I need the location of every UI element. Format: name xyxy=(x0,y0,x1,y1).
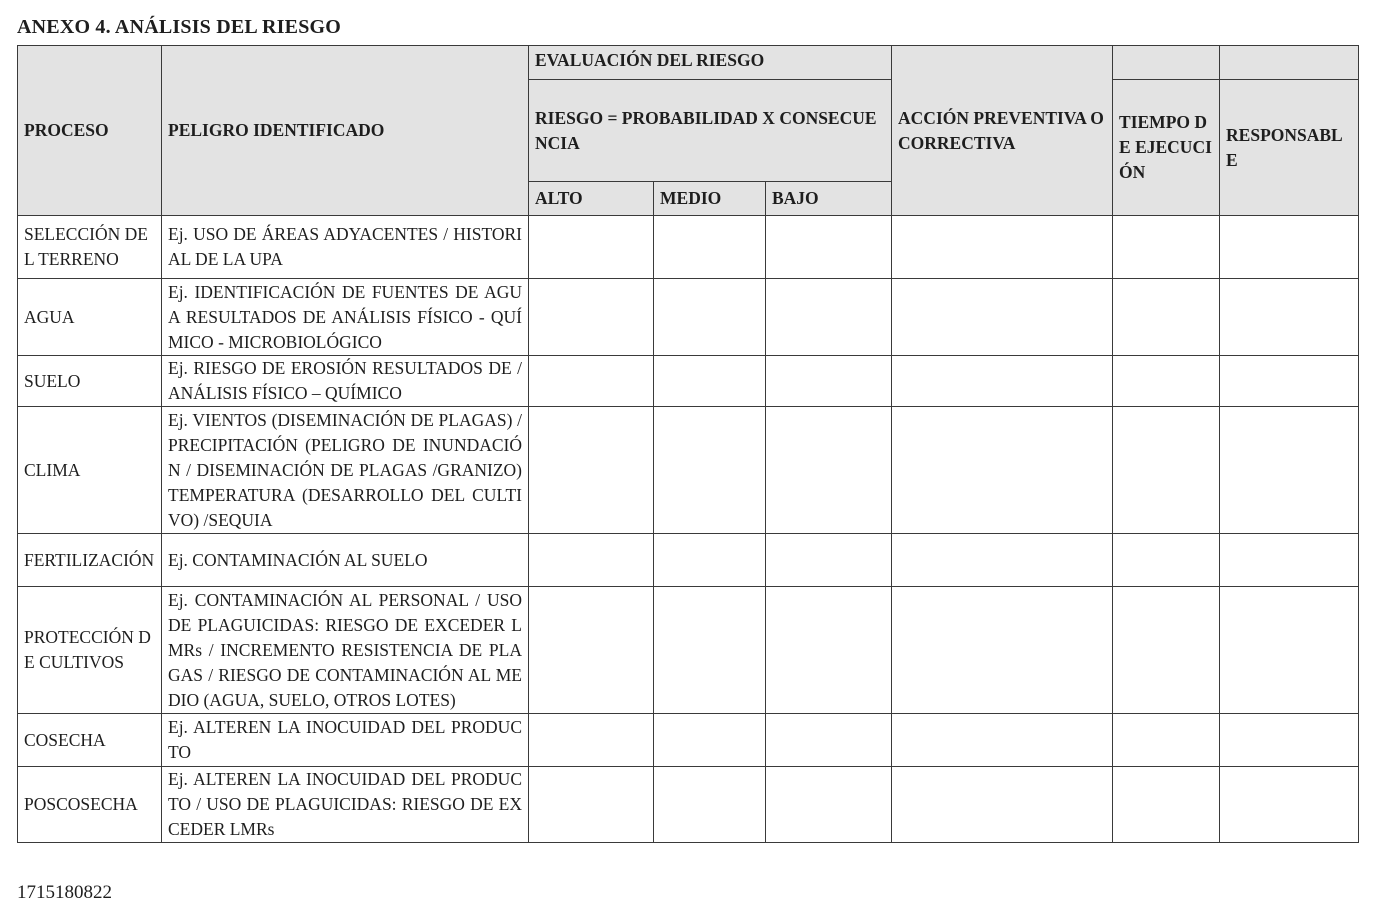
responsable-cell[interactable] xyxy=(1220,279,1359,356)
tiempo-cell[interactable] xyxy=(1113,714,1220,767)
hazard-cell: Ej. CONTAMINACIÓN AL PERSONAL / USO DE PLAGUICIDAS: RIESGO DE EXCEDER LMRs / INCREMENTO RESISTENCIA DE PLAGAS / RIESGO DE CONTAMINACIÓN AL MEDIO (AGUA, SUELO, OTROS LOTES) xyxy=(162,587,529,714)
accion-cell[interactable] xyxy=(892,534,1113,587)
header-responsable-spacer xyxy=(1220,46,1359,80)
tiempo-cell[interactable] xyxy=(1113,587,1220,714)
bajo-cell[interactable] xyxy=(766,279,892,356)
header-accion: ACCIÓN PREVENTIVA O CORRECTIVA xyxy=(892,46,1113,216)
table-row xyxy=(18,534,1359,587)
responsable-cell[interactable] xyxy=(1220,714,1359,767)
alto-cell[interactable] xyxy=(529,534,654,587)
hazard-cell: Ej. IDENTIFICACIÓN DE FUENTES DE AGUA RESULTADOS DE ANÁLISIS FÍSICO - QUÍMICO - MICROBIOLÓGICO xyxy=(162,279,529,356)
process-cell: PROTECCIÓN DE CULTIVOS xyxy=(18,587,162,714)
header-responsable: RESPONSABLE xyxy=(1220,80,1359,216)
header-bajo: BAJO xyxy=(766,182,892,216)
table-row xyxy=(18,216,1359,279)
hazard-cell: Ej. ALTEREN LA INOCUIDAD DEL PRODUCTO xyxy=(162,714,529,767)
bajo-cell[interactable] xyxy=(766,216,892,279)
medio-cell[interactable] xyxy=(654,356,766,407)
responsable-cell[interactable] xyxy=(1220,534,1359,587)
accion-cell[interactable] xyxy=(892,767,1113,843)
alto-cell[interactable] xyxy=(529,767,654,843)
accion-cell[interactable] xyxy=(892,714,1113,767)
document-code: 1715180822 xyxy=(17,882,112,903)
bajo-cell[interactable] xyxy=(766,356,892,407)
tiempo-cell[interactable] xyxy=(1113,534,1220,587)
tiempo-cell[interactable] xyxy=(1113,279,1220,356)
responsable-cell[interactable] xyxy=(1220,767,1359,843)
alto-cell[interactable] xyxy=(529,407,654,534)
medio-cell[interactable] xyxy=(654,767,766,843)
process-cell: FERTILIZACIÓN xyxy=(18,534,162,587)
header-alto: ALTO xyxy=(529,182,654,216)
header-tiempo-spacer xyxy=(1113,46,1220,80)
page-title: ANEXO 4. ANÁLISIS DEL RIESGO xyxy=(17,16,342,38)
table-row xyxy=(18,356,1359,407)
bajo-cell[interactable] xyxy=(766,587,892,714)
table-row xyxy=(18,587,1359,714)
header-proceso: PROCESO xyxy=(18,46,162,216)
medio-cell[interactable] xyxy=(654,714,766,767)
table-row xyxy=(18,279,1359,356)
header-tiempo: TIEMPO DE EJECUCIÓN xyxy=(1113,80,1220,216)
alto-cell[interactable] xyxy=(529,279,654,356)
process-cell: SUELO xyxy=(18,356,162,407)
tiempo-cell[interactable] xyxy=(1113,356,1220,407)
tiempo-cell[interactable] xyxy=(1113,216,1220,279)
bajo-cell[interactable] xyxy=(766,534,892,587)
medio-cell[interactable] xyxy=(654,587,766,714)
process-cell: SELECCIÓN DEL TERRENO xyxy=(18,216,162,279)
responsable-cell[interactable] xyxy=(1220,216,1359,279)
alto-cell[interactable] xyxy=(529,587,654,714)
process-cell: AGUA xyxy=(18,279,162,356)
accion-cell[interactable] xyxy=(892,356,1113,407)
risk-analysis-table xyxy=(17,45,1359,843)
hazard-cell: Ej. VIENTOS (DISEMINACIÓN DE PLAGAS) / PRECIPITACIÓN (PELIGRO DE INUNDACIÓN / DISEMINACIÓN DE PLAGAS /GRANIZO) TEMPERATURA (DESARROLLO DEL CULTIVO) /SEQUIA xyxy=(162,407,529,534)
responsable-cell[interactable] xyxy=(1220,356,1359,407)
header-peligro: PELIGRO IDENTIFICADO xyxy=(162,46,529,216)
process-cell: POSCOSECHA xyxy=(18,767,162,843)
accion-cell[interactable] xyxy=(892,587,1113,714)
accion-cell[interactable] xyxy=(892,407,1113,534)
alto-cell[interactable] xyxy=(529,714,654,767)
medio-cell[interactable] xyxy=(654,534,766,587)
tiempo-cell[interactable] xyxy=(1113,767,1220,843)
process-cell: CLIMA xyxy=(18,407,162,534)
alto-cell[interactable] xyxy=(529,216,654,279)
hazard-cell: Ej. CONTAMINACIÓN AL SUELO xyxy=(162,534,529,587)
bajo-cell[interactable] xyxy=(766,714,892,767)
medio-cell[interactable] xyxy=(654,216,766,279)
responsable-cell[interactable] xyxy=(1220,407,1359,534)
medio-cell[interactable] xyxy=(654,407,766,534)
hazard-cell: Ej. USO DE ÁREAS ADYACENTES / HISTORIAL DE LA UPA xyxy=(162,216,529,279)
header-medio: MEDIO xyxy=(654,182,766,216)
hazard-cell: Ej. RIESGO DE EROSIÓN RESULTADOS DE /ANÁLISIS FÍSICO – QUÍMICO xyxy=(162,356,529,407)
hazard-cell: Ej. ALTEREN LA INOCUIDAD DEL PRODUCTO / USO DE PLAGUICIDAS: RIESGO DE EXCEDER LMRs xyxy=(162,767,529,843)
table-row xyxy=(18,714,1359,767)
table-row xyxy=(18,767,1359,843)
alto-cell[interactable] xyxy=(529,356,654,407)
table-row xyxy=(18,407,1359,534)
medio-cell[interactable] xyxy=(654,279,766,356)
accion-cell[interactable] xyxy=(892,216,1113,279)
responsable-cell[interactable] xyxy=(1220,587,1359,714)
header-evaluacion: EVALUACIÓN DEL RIESGO xyxy=(529,46,892,80)
bajo-cell[interactable] xyxy=(766,407,892,534)
header-formula: RIESGO = PROBABILIDAD X CONSECUENCIA xyxy=(529,80,892,182)
process-cell: COSECHA xyxy=(18,714,162,767)
tiempo-cell[interactable] xyxy=(1113,407,1220,534)
bajo-cell[interactable] xyxy=(766,767,892,843)
accion-cell[interactable] xyxy=(892,279,1113,356)
